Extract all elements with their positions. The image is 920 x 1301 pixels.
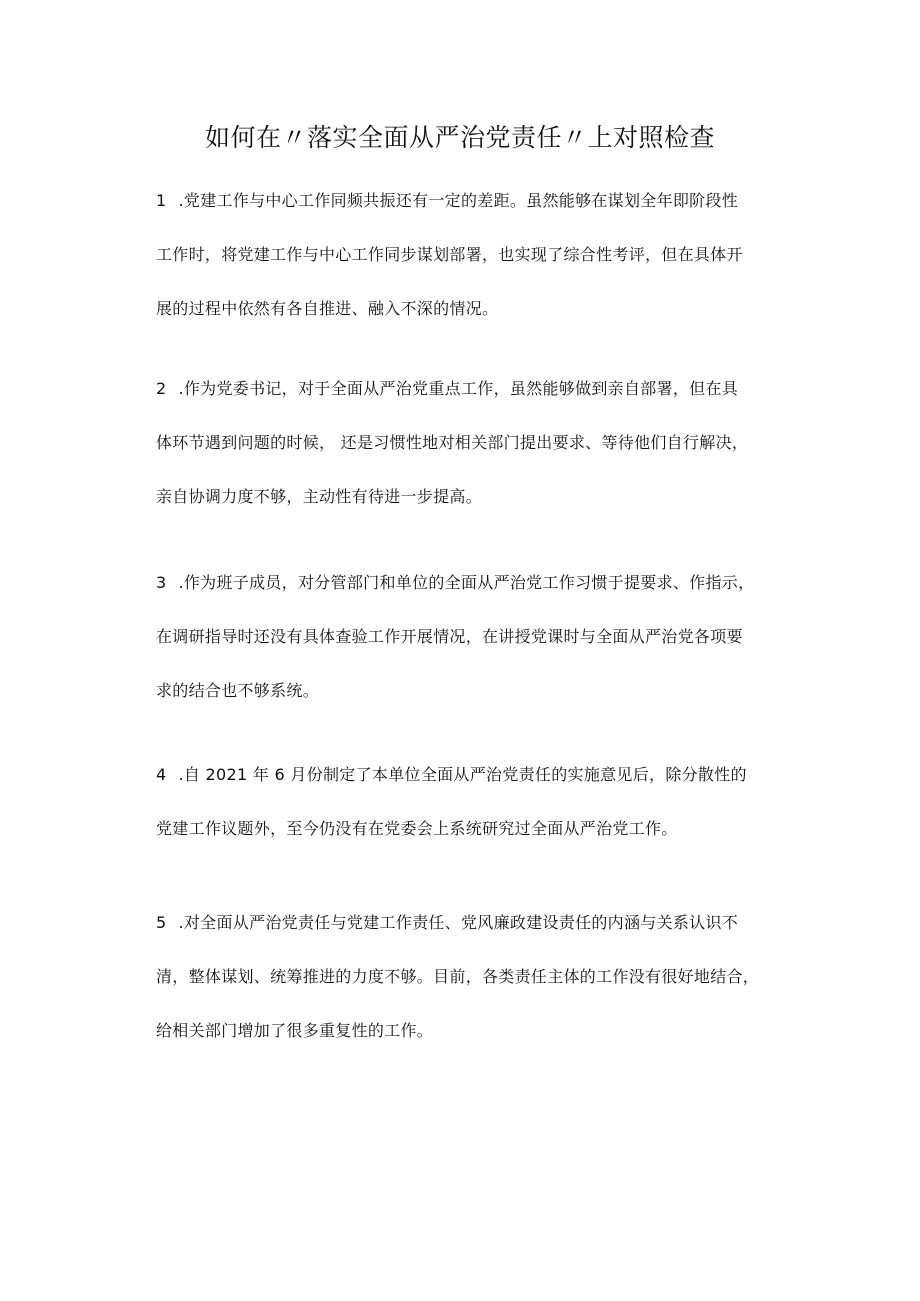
item-number: 3 [156,573,167,592]
item-line: 求的结合也不够系统。 [156,681,320,700]
item-line [156,748,776,802]
item-line [156,896,776,950]
item-number: 4 [156,765,167,784]
item-line: 体环节遇到问题的时候， 还是习惯性地对相关部门提出要求、等待他们自行解决， [156,433,749,452]
list-item [156,362,776,524]
item-line: 清，整体谋划、统筹推进的力度不够。目前，各类责任主体的工作没有很好地结合， [156,967,760,986]
list-item [156,896,776,1058]
item-text: .党建工作与中心工作同频共振还有一定的差距。虽然能够在谋划全年即阶段性 [178,191,739,210]
item-number: 5 [156,913,167,932]
item-line: 工作时，将党建工作与中心工作同步谋划部署，也实现了综合性考评，但在具体开 [156,245,743,264]
list-item [156,556,776,718]
document-title: 如何在〃落实全面从严治党责任〃上对照检查 [204,123,715,152]
item-line: 给相关部门增加了很多重复性的工作。 [156,1021,434,1040]
item-number: 1 [156,191,167,210]
item-text: .作为班子成员，对分管部门和单位的全面从严治党工作习惯于提要求、作指示， [178,573,755,592]
item-text: .自 2021 年 6 月份制定了本单位全面从严治党责任的实施意见后，除分散性的 [178,765,747,784]
item-line [156,556,776,610]
list-item [156,748,776,856]
item-number: 2 [156,379,167,398]
item-line [156,174,776,228]
item-line [156,362,776,416]
list-item [156,174,776,336]
item-line: 展的过程中依然有各自推进、融入不深的情况。 [156,299,499,318]
item-text: .对全面从严治党责任与党建工作责任、党风廉政建设责任的内涵与关系认识不 [178,913,739,932]
item-line: 在调研指导时还没有具体查验工作开展情况，在讲授党课时与全面从严治党各项要 [156,627,743,646]
item-line: 党建工作议题外，至今仍没有在党委会上系统研究过全面从严治党工作。 [156,819,678,838]
item-text: .作为党委书记，对于全面从严治党重点工作，虽然能够做到亲自部署，但在具 [178,379,739,398]
item-line: 亲自协调力度不够，主动性有待进一步提高。 [156,487,483,506]
